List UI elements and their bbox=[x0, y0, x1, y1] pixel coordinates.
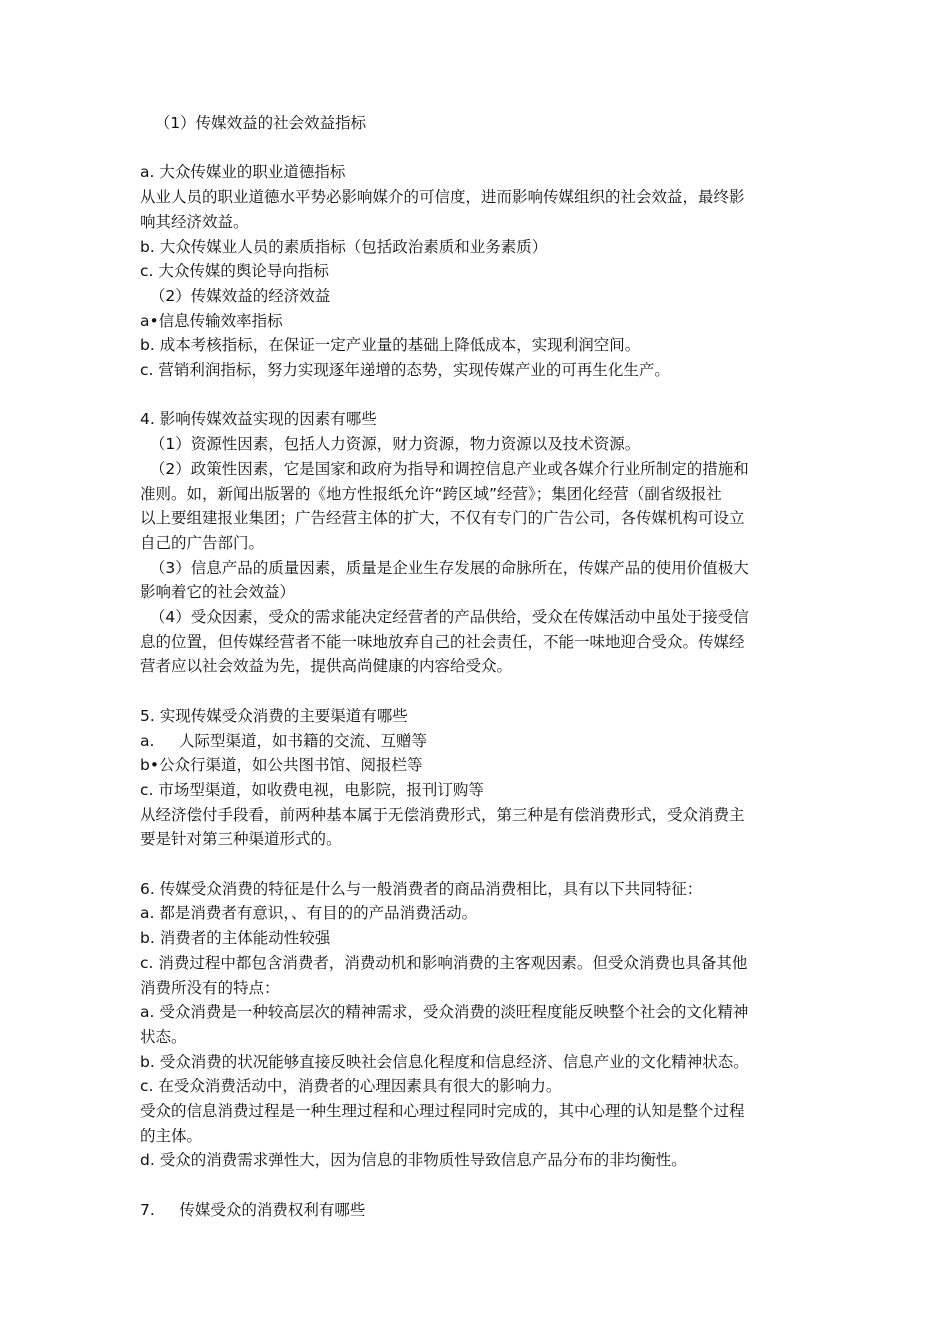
text-line: 以上要组建报业集团；广告经营主体的扩大，不仅有专门的广告公司，各传媒机构可设立 bbox=[140, 509, 745, 528]
text-line: 消费所没有的特点： bbox=[140, 978, 280, 997]
text-line: （1）资源性因素，包括人力资源，财力资源，物力资源以及技术资源。 bbox=[140, 435, 641, 454]
text-line: 从经济偿付手段看，前两种基本属于无偿消费形式，第三种是有偿消费形式，受众消费主 bbox=[140, 805, 745, 824]
blank-line bbox=[140, 1173, 810, 1198]
text-line: 营者应以社会效益为先，提供高尚健康的内容给受众。 bbox=[140, 657, 513, 676]
text-line: b•公众行渠道，如公共图书馆、阅报栏等 bbox=[140, 756, 423, 775]
text-line: a. 人际型渠道，如书籍的交流、互赠等 bbox=[140, 731, 428, 750]
text-line: 准则。如，新闻出版署的《地方性报纸允许“跨区域”经营》；集团化经营（副省级报社 bbox=[140, 484, 722, 503]
document-body bbox=[140, 111, 810, 1223]
text-line: 要是针对第三种渠道形式的。 bbox=[140, 830, 342, 849]
text-line: 自己的广告部门。 bbox=[140, 533, 265, 552]
text-line: 响其经济效益。 bbox=[140, 212, 249, 231]
text-line: （2）政策性因素，它是国家和政府为指导和调控信息产业或各媒介行业所制定的措施和 bbox=[140, 459, 749, 478]
text-line: a. 都是消费者有意识，、有目的的产品消费活动。 bbox=[140, 904, 478, 923]
text-line: （1）传媒效益的社会效益指标 bbox=[140, 114, 367, 132]
text-line: 从业人员的职业道德水平势必影响媒介的可信度，进而影响传媒组织的社会效益，最终影 bbox=[140, 188, 745, 207]
text-line: c. 营销利润指标，努力实现逐年递增的态势，实现传媒产业的可再生化生产。 bbox=[140, 361, 670, 380]
text-line: a•信息传输效率指标 bbox=[140, 311, 283, 330]
text-line: a. 大众传媒业的职业道德指标 bbox=[140, 163, 346, 182]
text-line: d. 受众的消费需求弹性大，因为信息的非物质性导致信息产品分布的非均衡性。 bbox=[140, 1151, 687, 1170]
text-line: c. 消费过程中都包含消费者，消费动机和影响消费的主客观因素。但受众消费也具备其他 bbox=[140, 953, 748, 972]
text-line: （4）受众因素，受众的需求能决定经营者的产品供给，受众在传媒活动中虽处于接受信 bbox=[140, 608, 749, 627]
text-line: 4. 影响传媒效益实现的因素有哪些 bbox=[140, 410, 377, 429]
text-line: （3）信息产品的质量因素，质量是企业生存发展的命脉所在，传媒产品的使用价值极大 bbox=[140, 558, 749, 577]
blank-line bbox=[140, 136, 810, 161]
text-line: 7. 传媒受众的消费权利有哪些 bbox=[140, 1200, 366, 1219]
text-line: （2）传媒效益的经济效益 bbox=[140, 286, 331, 305]
blank-line bbox=[140, 679, 810, 704]
blank-line bbox=[140, 383, 810, 408]
text-line: c. 大众传媒的舆论导向指标 bbox=[140, 262, 329, 281]
text-line: 状态。 bbox=[140, 1027, 187, 1046]
text-line: c. 市场型渠道，如收费电视，电影院，报刊订购等 bbox=[140, 780, 484, 799]
text-line: b. 消费者的主体能动性较强 bbox=[140, 929, 331, 948]
text-line: a. 受众消费是一种较高层次的精神需求，受众消费的淡旺程度能反映整个社会的文化精神 bbox=[140, 1003, 749, 1022]
text-line: b. 成本考核指标，在保证一定产业量的基础上降低成本，实现利润空间。 bbox=[140, 336, 641, 355]
text-line: 6. 传媒受众消费的特征是什么与一般消费者的商品消费相比，具有以下共同特征： bbox=[140, 879, 703, 898]
text-line: 受众的信息消费过程是一种生理过程和心理过程同时完成的，其中心理的认知是整个过程 bbox=[140, 1102, 745, 1121]
text-line: 5. 实现传媒受众消费的主要渠道有哪些 bbox=[140, 706, 408, 725]
text-line: 的主体。 bbox=[140, 1126, 203, 1145]
text-line: b. 受众消费的状况能够直接反映社会信息化程度和信息经济、信息产业的文化精神状态。 bbox=[140, 1052, 749, 1071]
blank-line bbox=[140, 852, 810, 877]
text-line: c. 在受众消费活动中，消费者的心理因素具有很大的影响力。 bbox=[140, 1077, 562, 1096]
text-line: 息的位置，但传媒经营者不能一味地放弃自己的社会责任，不能一味地迎合受众。传媒经 bbox=[140, 632, 745, 651]
text-line: 影响着它的社会效益） bbox=[140, 583, 296, 602]
text-line: b. 大众传媒业人员的素质指标（包括政治素质和业务素质） bbox=[140, 237, 548, 256]
